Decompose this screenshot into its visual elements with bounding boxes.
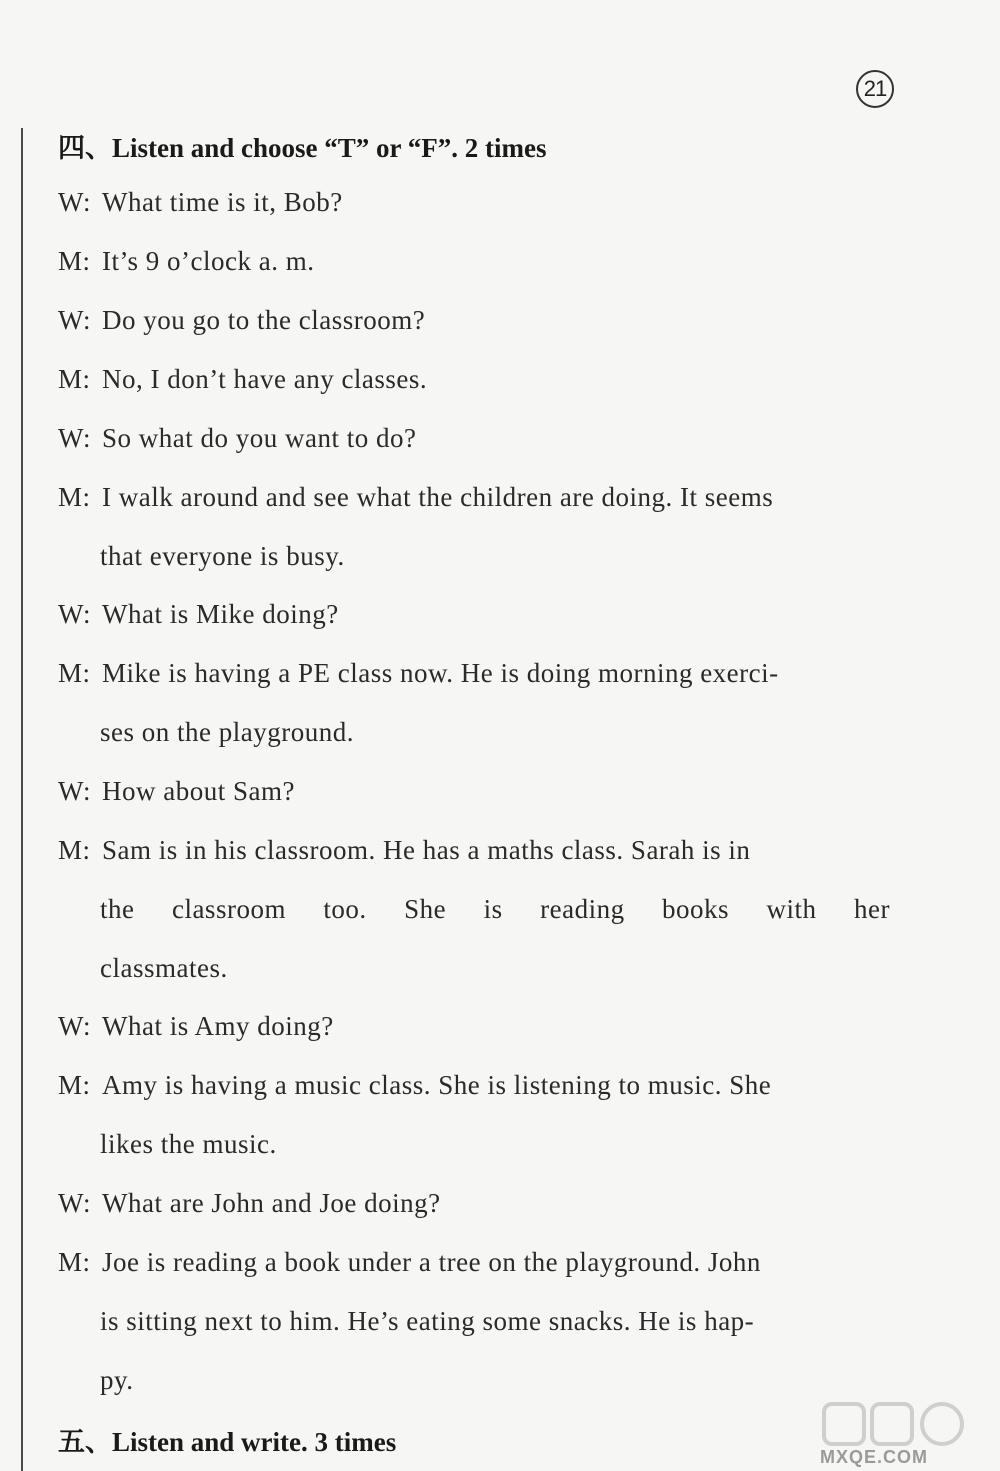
line-text: No, I don’t have any classes.: [102, 364, 428, 394]
speaker: W:: [58, 599, 91, 629]
dialogue-line-continuation: that everyone is busy.: [100, 541, 345, 571]
dialogue-line-9: [58, 773, 893, 809]
speaker: M:: [58, 246, 91, 276]
speaker: W:: [58, 776, 91, 806]
speaker: M:: [58, 364, 91, 394]
line-text: What time is it, Bob?: [102, 187, 343, 217]
dialogue-line-14: [58, 1244, 893, 1280]
line-text: What is Amy doing?: [102, 1011, 334, 1041]
line-text: I walk around and see what the children are doing. It seems: [102, 482, 774, 512]
speaker: W:: [58, 1011, 91, 1041]
dialogue-line-1: [58, 184, 893, 220]
dialogue-line-10: [58, 832, 893, 868]
line-text: Amy is having a music class. She is listening to music. She: [102, 1070, 772, 1100]
dialogue-line-continuation: py.: [100, 1365, 134, 1395]
line-text: Do you go to the classroom?: [102, 305, 426, 335]
dialogue-line-2: [58, 243, 893, 279]
speaker: W:: [58, 1188, 91, 1218]
dialogue-line-6: [58, 479, 893, 515]
dialogue-line-continuation: the classroom too. She is reading books with her: [100, 894, 890, 924]
section-4-title: 四、Listen and choose “T” or “F”. 2 times: [58, 133, 547, 163]
dialogue-line-continuation: classmates.: [100, 953, 228, 983]
speaker: W:: [58, 305, 91, 335]
speaker: M:: [58, 482, 91, 512]
dialogue-line-12: [58, 1067, 893, 1103]
dialogue-line-4: [58, 361, 893, 397]
line-text: It’s 9 o’clock a. m.: [102, 246, 315, 276]
binding-margin-line: [21, 128, 23, 1471]
dialogue-line-13: [58, 1185, 893, 1221]
line-text: Sam is in his classroom. He has a maths class. Sarah is in: [102, 835, 751, 865]
speaker: M:: [58, 1247, 91, 1277]
speaker: M:: [58, 835, 91, 865]
dialogue-line-11: [58, 1008, 893, 1044]
page-number: 21: [856, 70, 894, 108]
speaker: W:: [58, 187, 91, 217]
dialogue-line-7: [58, 596, 893, 632]
line-text: What are John and Joe doing?: [102, 1188, 441, 1218]
speaker: M:: [58, 658, 91, 688]
dialogue-line-3: [58, 302, 893, 338]
line-text: Mike is having a PE class now. He is doing morning exerci-: [102, 658, 779, 688]
line-text: How about Sam?: [102, 776, 295, 806]
section-5-title: 五、Listen and write. 3 times: [58, 1427, 397, 1457]
dialogue-line-5: [58, 420, 893, 456]
line-text: What is Mike doing?: [102, 599, 339, 629]
dialogue-line-continuation: ses on the playground.: [100, 717, 354, 747]
dialogue-line-continuation: is sitting next to him. He’s eating some snacks. He is hap-: [100, 1306, 755, 1336]
line-text: So what do you want to do?: [102, 423, 417, 453]
dialogue-line-continuation: likes the music.: [100, 1129, 277, 1159]
speaker: W:: [58, 423, 91, 453]
line-text: Joe is reading a book under a tree on the playground. John: [102, 1247, 761, 1277]
watermark-text: MXQE.COM: [820, 1447, 929, 1467]
dialogue-line-8: [58, 655, 893, 691]
speaker: M:: [58, 1070, 91, 1100]
